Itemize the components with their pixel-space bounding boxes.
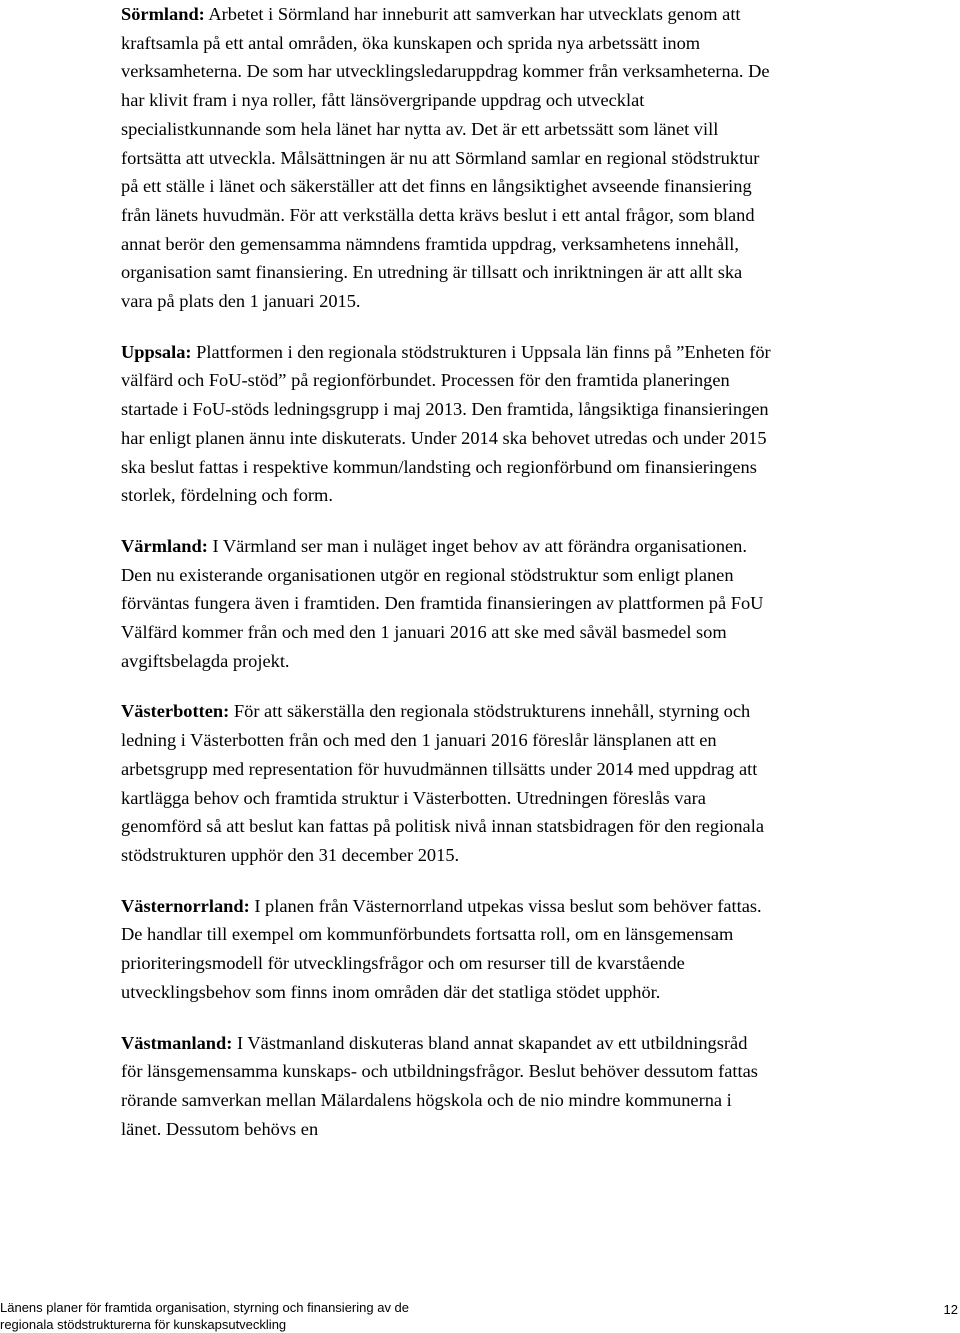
paragraph-text: I Västmanland diskuteras bland annat skapandet av ett utbildningsråd för länsgemensamma kunskaps- och utbildningsfrågor. Beslut behöver dessutom fattas rörande samverkan mellan Mälardalens högskola och de nio mindre kommunerna i länet. Dessutom behövs en xyxy=(121,1032,758,1139)
paragraph-text: I planen från Västernorrland utpekas vissa beslut som behöver fattas. De handlar till exempel om kommunförbundets fortsatta roll, om en länsgemensam prioriteringsmodell för utvecklingsfrågor och om resurser till de kvarstående utvecklingsbehov som finns inom områden där det statliga stödet upphör. xyxy=(121,895,762,1002)
footer-line: Länens planer för framtida organisation, styrning och finansiering av de xyxy=(0,1300,410,1315)
paragraph-text: I Värmland ser man i nuläget inget behov av att förändra organisationen. Den nu existerande organisationen utgör en regional stödstruktur som enligt planen förväntas fungera även i framtiden. Den framtida finansieringen av plattformen på FoU Välfärd kommer från och med den 1 januari 2016 att ske med såväl basmedel som avgiftsbelagda projekt. xyxy=(121,535,764,671)
region-heading: Sörmland: xyxy=(121,4,205,24)
region-heading: Västerbotten: xyxy=(121,701,230,722)
region-heading: Västernorrland: xyxy=(121,895,250,916)
paragraph-uppsala xyxy=(121,338,771,510)
paragraph-text: Plattformen i den regionala stödstrukturen i Uppsala län finns på ”Enheten för välfärd och FoU-stöd” på regionförbundet. Processen för den framtida planeringen startade i FoU-stöds ledningsgrupp i maj 2013. Den framtida, långsiktiga finansieringen har enligt planen ännu inte diskuterats. Under 2014 ska behovet utredas och under 2015 ska beslut fattas i respektive kommun/landsting och regionförbund om finansieringens storlek, fördelning och form. xyxy=(121,341,771,506)
page-number: 12 xyxy=(943,1302,958,1317)
document-body xyxy=(121,0,771,1165)
region-heading: Västmanland: xyxy=(121,1032,233,1053)
paragraph-vasternorrland xyxy=(121,892,771,1007)
paragraph-sormland xyxy=(121,0,771,316)
paragraph-vastmanland xyxy=(121,1029,771,1144)
footer-line: regionala stödstrukturerna för kunskapsutveckling xyxy=(0,1317,287,1332)
paragraph-vasterbotten xyxy=(121,697,771,869)
paragraph-varmland xyxy=(121,532,771,676)
region-heading: Värmland: xyxy=(121,535,208,556)
paragraph-text: För att säkerställa den regionala stödstrukturens innehåll, styrning och ledning i Västerbotten från och med den 1 januari 2016 föreslår länsplanen att en arbetsgrupp med representation för huvudmännen tillsätts under 2014 med uppdrag att kartlägga behov och framtida struktur i Västerbotten. Utredningen föreslås vara genomförd så att beslut kan fattas på politisk nivå innan statsbidragen för den regionala stödstrukturen upphör den 31 december 2015. xyxy=(121,701,764,865)
region-heading: Uppsala: xyxy=(121,341,192,362)
paragraph-text: Arbetet i Sörmland har inneburit att samverkan har utvecklats genom att kraftsamla på ett antal områden, öka kunskapen och sprida nya arbetssätt inom verksamheterna. De som har utvecklingsledaruppdrag kommer från verksamheterna. De har klivit fram i nya roller, fått länsövergripande uppdrag och utvecklat specialistkunnande som hela länet har nytta av. Det är ett arbetssätt som länet vill fortsätta att utveckla. Målsättningen är nu att Sörmland samlar en regional stödstruktur på ett ställe i länet och säkerställer att det finns en långsiktighet avseende finansiering från länets huvudmän. För att verkställa detta krävs beslut i ett antal frågor, som bland annat berör den gemensamma nämndens framtida uppdrag, verksamhetens innehåll, organisation samt finansiering. En utredning är tillsatt och inriktningen är att allt ska vara på plats den 1 januari 2015. xyxy=(121,4,770,312)
footer-title xyxy=(0,1299,460,1333)
